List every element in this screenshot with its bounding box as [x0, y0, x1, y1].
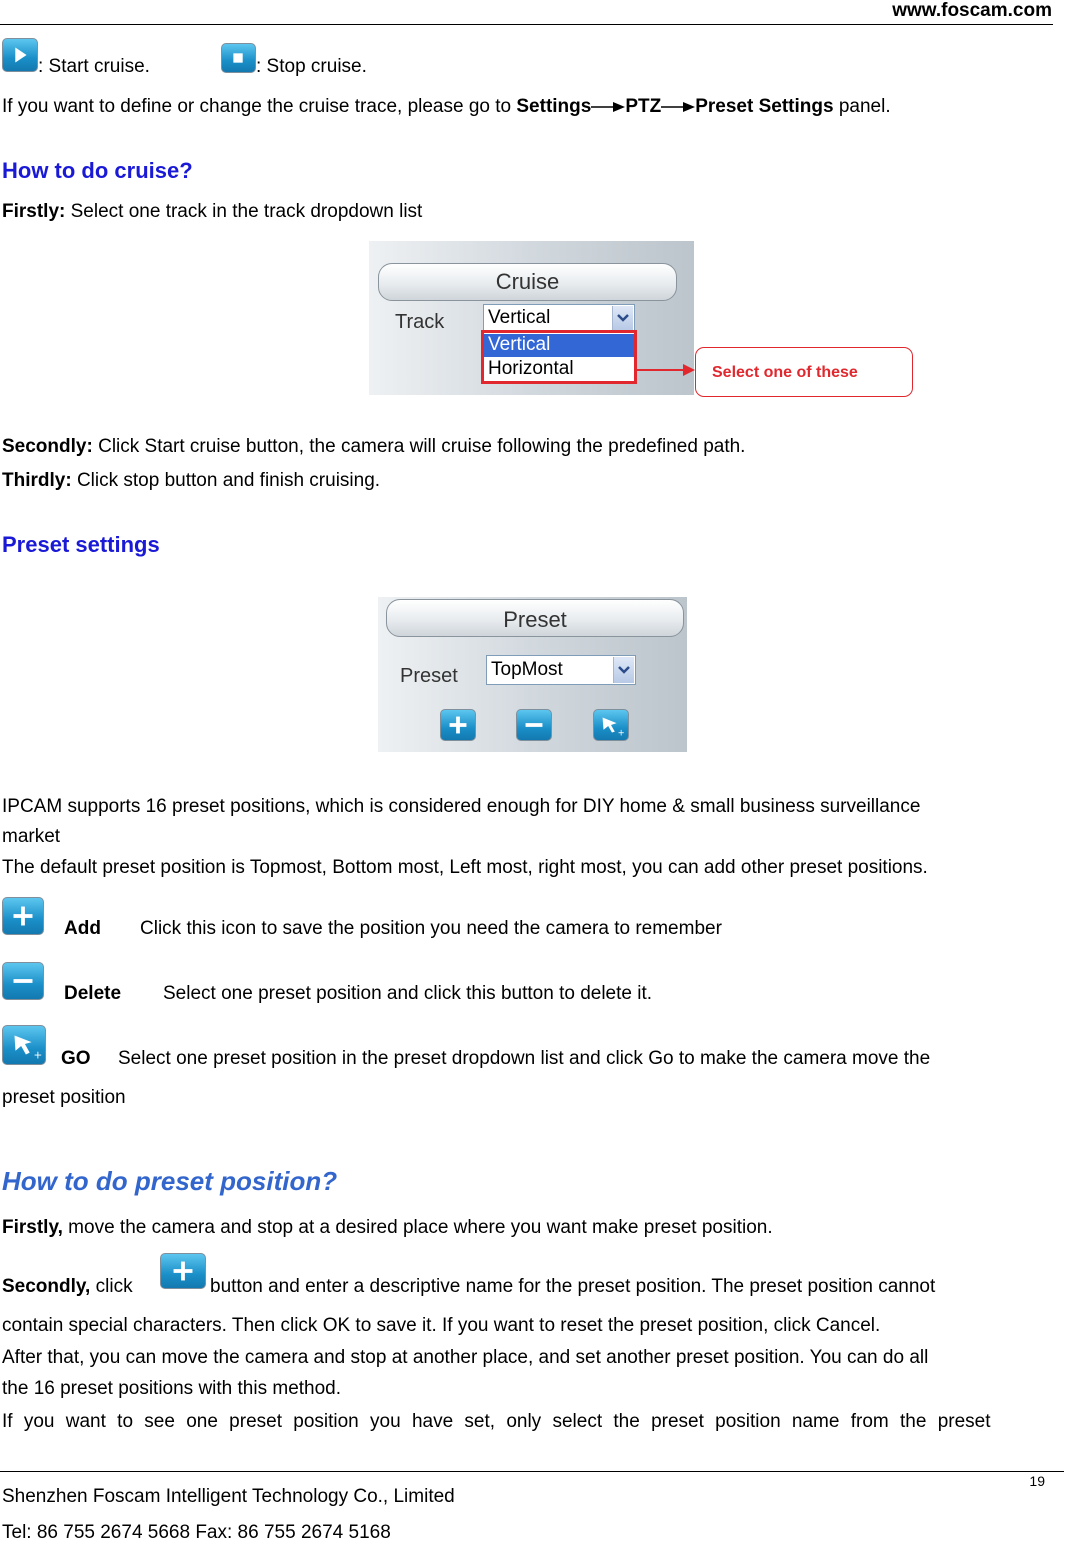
go-description-cont: preset position	[2, 1087, 126, 1108]
preset-para1b: market	[2, 826, 61, 847]
preset-position-line4: the 16 preset positions with this method.	[2, 1378, 342, 1399]
delete-description: Select one preset position and click this button to delete it.	[163, 983, 653, 1004]
preset-para2: The default preset position is Topmost, Bottom most, Left most, right most, you can add other preset positions.	[2, 857, 928, 878]
add-description: Click this icon to save the position you need the camera to remember	[140, 918, 722, 939]
add-inline-icon	[160, 1253, 206, 1289]
track-option-horizontal[interactable]: Horizontal	[488, 358, 574, 379]
preset-position-heading: How to do preset position?	[2, 1166, 338, 1196]
preset-title-bar: Preset	[386, 599, 684, 637]
preset-screenshot	[378, 597, 687, 752]
start-cruise-label: : Start cruise.	[38, 56, 150, 77]
page-number: 19	[1029, 1473, 1045, 1489]
go-icon	[2, 1025, 46, 1065]
cruise-secondly: Secondly: Click Start cruise button, the camera will cruise following the predefined path.	[2, 436, 746, 457]
preset-position-line5: If you want to see one preset position you have set, only select the preset position name from the preset	[2, 1411, 991, 1432]
go-description: Select one preset position in the preset dropdown list and click Go to make the camera move the	[118, 1048, 931, 1069]
add-icon	[2, 897, 44, 935]
svg-text:+: +	[617, 727, 625, 738]
footer-rule	[0, 1471, 1064, 1472]
track-select[interactable]: Vertical	[483, 304, 635, 332]
cruise-thirdly: Thirdly: Click stop button and finish cruising.	[2, 470, 381, 491]
preset-add-button[interactable]	[440, 709, 476, 741]
go-label: GO	[61, 1048, 91, 1069]
track-option-vertical[interactable]: Vertical	[484, 334, 634, 357]
preset-heading: Preset settings	[2, 532, 160, 557]
callout-select-one: Select one of these	[695, 347, 913, 397]
preset-select[interactable]: TopMost	[486, 655, 636, 685]
arrow-right-icon	[591, 101, 625, 113]
preset-position-line3: After that, you can move the camera and stop at another place, and set another preset position. You can do all	[2, 1347, 929, 1368]
cruise-heading: How to do cruise?	[2, 158, 193, 183]
path-ptz: PTZ	[625, 96, 662, 117]
preset-label: Preset	[400, 665, 458, 687]
cruise-firstly: Firstly: Select one track in the track dropdown list	[2, 201, 423, 222]
preset-position-secondly-cont: button and enter a descriptive name for the preset position. The preset position cannot	[210, 1276, 936, 1297]
footer-contact: Tel: 86 755 2674 5668 Fax: 86 755 2674 5168	[2, 1522, 391, 1543]
stop-cruise-label: : Stop cruise.	[256, 56, 367, 77]
stop-cruise-icon	[221, 43, 256, 73]
cruise-path-sentence: If you want to define or change the cruise trace, please go to Settings PTZ Preset Settings panel.	[2, 96, 891, 117]
preset-delete-button[interactable]	[516, 709, 552, 741]
preset-position-firstly: Firstly, move the camera and stop at a desired place where you want make preset position.	[2, 1217, 773, 1238]
header-rule	[0, 24, 1053, 25]
preset-position-line2: contain special characters. Then click OK to save it. If you want to reset the preset position, click Cancel.	[2, 1315, 881, 1336]
svg-text:+: +	[33, 1049, 43, 1062]
add-label: Add	[64, 918, 101, 939]
callout-arrow	[637, 363, 697, 377]
delete-icon	[2, 962, 44, 1000]
path-settings: Settings	[516, 96, 592, 117]
delete-label: Delete	[64, 983, 122, 1004]
header-url: www.foscam.com	[892, 0, 1052, 21]
preset-para1: IPCAM supports 16 preset positions, which is considered enough for DIY home & small business surveillance	[2, 796, 921, 817]
footer-company: Shenzhen Foscam Intelligent Technology Co., Limited	[2, 1486, 455, 1507]
preset-go-button[interactable]	[593, 709, 629, 741]
arrow-right-icon	[661, 101, 695, 113]
track-highlight-box	[481, 330, 637, 384]
chevron-down-icon[interactable]	[613, 657, 634, 683]
cruise-title-bar: Cruise	[378, 263, 677, 301]
chevron-down-icon[interactable]	[612, 306, 633, 330]
start-cruise-icon	[2, 38, 38, 72]
track-label: Track	[395, 311, 445, 333]
path-preset-settings: Preset Settings	[695, 96, 834, 117]
preset-position-secondly: Secondly, click	[2, 1276, 133, 1297]
